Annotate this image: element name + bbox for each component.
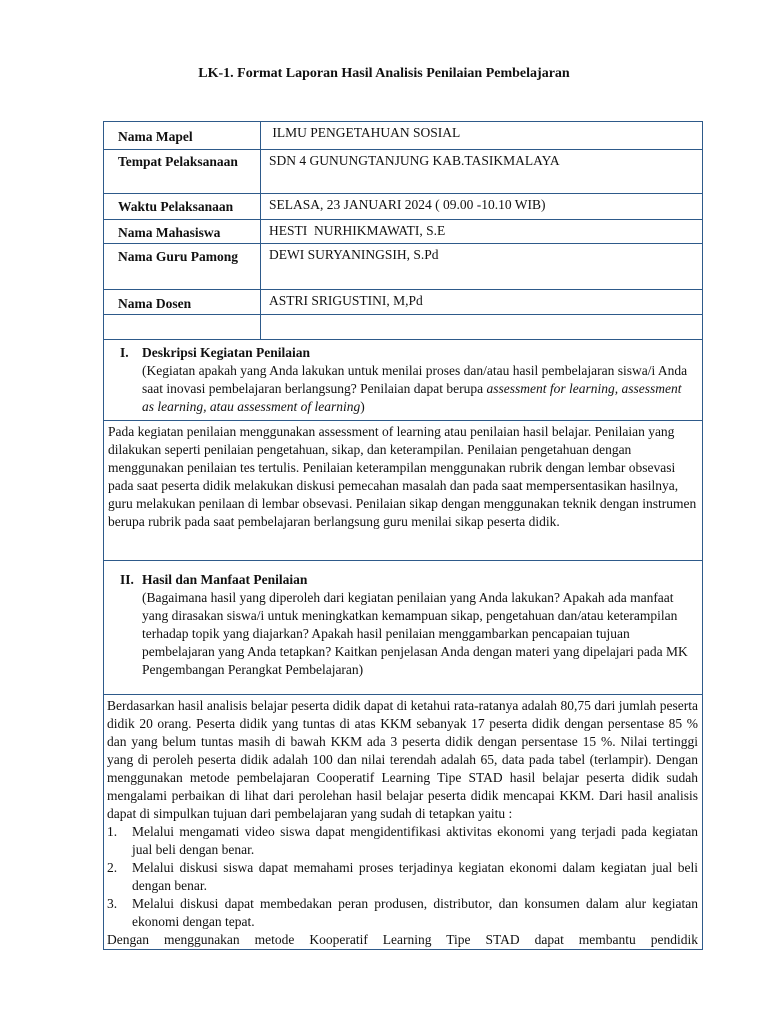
label-nama-guru-pamong: Nama Guru Pamong	[104, 244, 261, 290]
section1-header-row	[104, 340, 703, 421]
section1-question: (Kegiatan apakah yang Anda lakukan untuk menilai proses dan/atau hasil pembelajaran siswa/i Anda saat inovasi pembelajaran berlangsung? Penilaian dapat berupa assessment for learning, assessment as learning, atau assessment of learning)	[142, 363, 688, 414]
empty-cell-right	[261, 315, 703, 340]
document-title: LK-1. Format Laporan Hasil Analisis Penilaian Pembelajaran	[198, 66, 570, 81]
row-empty	[104, 315, 703, 340]
section1-number: I.	[120, 345, 129, 360]
section1-title-text: Deskripsi Kegiatan Penilaian	[142, 345, 311, 360]
section1-answer-row	[104, 421, 703, 561]
section2-question: (Bagaimana hasil yang diperoleh dari kegiatan penilaian yang Anda lakukan? Apakah ada manfaat yang dirasakan siswa/i untuk meningkatkan kemampuan sikap, pengetahuan dan/atau keterampilan terhadap topik yang diajarkan? Apakah hasil penilaian menggambarkan pencapaian tujuan pembelajaran yang Anda tetapkan? Kaitkan penjelasan Anda dengan materi yang dipelajari pada MK Pengembangan Perangkat Pembelajaran)	[142, 590, 688, 677]
list-item: 2. Melalui diskusi siswa dapat memahami proses terjadinya kegiatan ekonomi dalam kegiatan jual beli dengan benar.	[107, 860, 698, 893]
label-nama-mapel: Nama Mapel	[104, 122, 261, 150]
report-form-table	[103, 121, 703, 950]
value-nama-mahasiswa: HESTI NURHIKMAWATI, S.E	[261, 220, 703, 244]
value-waktu-pelaksanaan: SELASA, 23 JANUARI 2024 ( 09.00 -10.10 WIB)	[261, 194, 703, 220]
section2-answer-row	[104, 695, 703, 950]
row-nama-mapel	[104, 122, 703, 150]
section2-title	[120, 571, 696, 589]
section2-closing-text: Dengan menggunakan metode Kooperatif Learning Tipe STAD dapat membantu pendidik	[107, 932, 698, 947]
label-nama-dosen: Nama Dosen	[104, 290, 261, 315]
value-nama-guru-pamong: DEWI SURYANINGSIH, S.Pd	[261, 244, 703, 290]
value-nama-dosen: ASTRI SRIGUSTINI, M,Pd	[261, 290, 703, 315]
list-item: 3. Melalui diskusi dapat membedakan peran produsen, distributor, dan konsumen dalam alur kegiatan ekonomi dengan tepat.	[107, 896, 698, 929]
section2-header-row	[104, 561, 703, 695]
section2-title-text: Hasil dan Manfaat Penilaian	[142, 572, 308, 587]
list-item: 1. Melalui mengamati video siswa dapat mengidentifikasi aktivitas ekonomi yang terjadi pada kegiatan jual beli dengan benar.	[107, 824, 698, 857]
value-tempat-pelaksanaan: SDN 4 GUNUNGTANJUNG KAB.TASIKMALAYA	[261, 150, 703, 194]
section1-question-italic: assessment for learning, assessment as learning, atau assessment of learning	[142, 381, 682, 414]
section2-answer-paragraph: Berdasarkan hasil analisis belajar peserta didik dapat di ketahui rata-ratanya adalah 80,75 dari jumlah peserta didik 20 orang. Peserta didik yang tuntas di atas KKM sebanyak 17 peserta didik dengan persentase 85 % dan yang belum tuntas masih di bawah KKM ada 3 peserta didik dengan persentase 15 %. Nilai tertinggi yang di peroleh peserta didik adalah 100 dan nilai terendah adalah 65, data pada tabel (terlampir). Dengan menggunakan metode pembelajaran Cooperatif Learning Tipe STAD hasil belajar peserta didik sudah mengalami perbaikan di lihat dari perolehan hasil belajar peserta didik mencapai KKM. Dari hasil analisis dapat di simpulkan tujuan dari pembelajaran yang sudah di tetapkan yaitu :	[107, 698, 698, 821]
label-waktu-pelaksanaan: Waktu Pelaksanaan	[104, 194, 261, 220]
section1-title	[120, 344, 696, 362]
section2-objectives-list	[107, 823, 698, 931]
row-nama-guru-pamong	[104, 244, 703, 290]
section2-answer	[104, 695, 703, 950]
section2-header	[104, 561, 703, 695]
row-nama-mahasiswa	[104, 220, 703, 244]
label-tempat-pelaksanaan: Tempat Pelaksanaan	[104, 150, 261, 194]
row-tempat-pelaksanaan	[104, 150, 703, 194]
section1-answer: Pada kegiatan penilaian menggunakan assessment of learning atau penilaian hasil belajar. Penilaian yang dilakukan seperti penilaian pengetahuan, sikap, dan keterampilan. Penilaian pengetahuan dengan menggunakan penilaian tes tertulis. Penilaian keterampilan menggunakan rubrik dengan lembar obsevasi pada saat peserta didik melakukan diskusi pemecahan masalah dan pada saat mempersentasikan hasilnya, guru melakukan penilaan di lembar obsevasi. Penilaian sikap dengan menggunakan teknik dengan instrumen berupa rubrik pada saat pembelajaran berlangsung guru menilai sikap peserta didik.	[104, 421, 703, 561]
value-nama-mapel: ILMU PENGETAHUAN SOSIAL	[261, 122, 703, 150]
section2-number: II.	[120, 572, 134, 587]
row-waktu-pelaksanaan	[104, 194, 703, 220]
row-nama-dosen	[104, 290, 703, 315]
label-nama-mahasiswa: Nama Mahasiswa	[104, 220, 261, 244]
section1-header	[104, 340, 703, 421]
empty-cell-left	[104, 315, 261, 340]
